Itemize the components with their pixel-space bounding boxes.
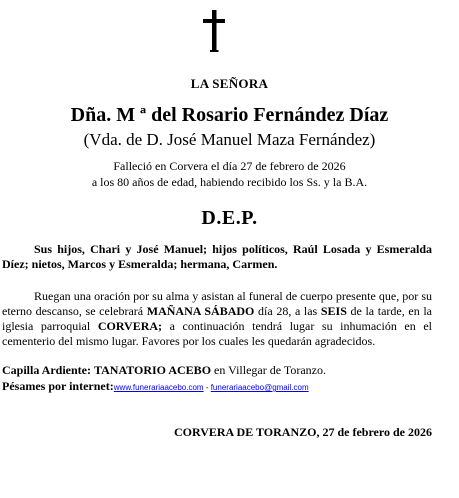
- death-line-2: a los 80 años de edad, habiendo recibido los Ss. y la B.A.: [91, 175, 368, 189]
- death-line-1: Falleció en Corvera el día 27 de febrero de 2026: [113, 159, 346, 173]
- funeral-text-3: de la tarde, en la iglesia parroquial: [2, 304, 432, 333]
- email-link[interactable]: funerariaacebo@gmail.com: [210, 383, 309, 392]
- signoff-line: CORVERA DE TORANZO, 27 de febrero de 2026: [173, 425, 432, 439]
- dep-heading: D.E.P.: [201, 207, 258, 229]
- family-paragraph: Sus hijos, Chari y José Manuel; hijos políticos, Raúl Losada y Esmeralda Díez; nietos, Marcos y Esmeralda; hermana, Carmen.: [2, 242, 432, 271]
- link-separator: -: [203, 383, 211, 392]
- pesames-line: Pésames por internet:www.funerariaacebo.com - funerariaacebo@gmail.com: [2, 379, 309, 393]
- capilla-line: [2, 363, 326, 378]
- funeral-text-1: Ruegan una oración por su alma y asistan al funeral de cuerpo presente que, por su eterno descanso, se celebrará: [2, 289, 432, 318]
- latin-cross-icon: [202, 10, 226, 52]
- notice-title: LA SEÑORA: [190, 76, 269, 91]
- funeral-text-2: día 28, a las: [254, 304, 321, 318]
- capilla-label: Capilla Ardiente:: [2, 363, 91, 377]
- capilla-location: en Villegar de Toranzo.: [211, 363, 326, 377]
- capilla-place: TANATORIO ACEBO: [94, 363, 212, 377]
- funeral-paragraph: [2, 289, 432, 349]
- website-link[interactable]: www.funerariaacebo.com: [113, 383, 204, 392]
- funeral-day: MAÑANA SÁBADO: [146, 304, 255, 318]
- funeral-hour: SEIS: [320, 304, 347, 318]
- funeral-text-4: a continuación tendrá lugar su inhumación en el cementerio del mismo lugar. Favores por los cuales les quedarán agradecidos.: [2, 319, 432, 348]
- deceased-name: Dña. M ª del Rosario Fernández Díaz: [70, 104, 389, 126]
- widow-of-line: (Vda. de D. José Manuel Maza Fernández): [83, 130, 376, 149]
- funeral-church: CORVERA;: [97, 319, 163, 333]
- pesames-label: Pésames por internet: [2, 379, 110, 393]
